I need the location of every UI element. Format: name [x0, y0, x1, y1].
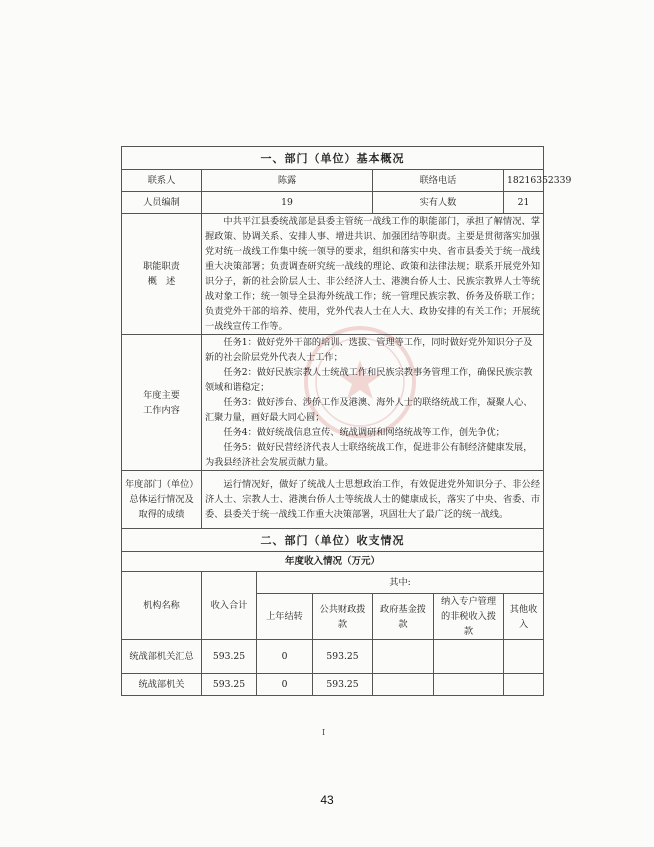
summary-label-line3: 取得的成绩: [138, 509, 185, 520]
row-nontax: [434, 640, 504, 674]
summary-label-line2: 总体运行情况及: [129, 494, 194, 505]
tasks-label-line2: 工作内容: [143, 404, 180, 416]
row-gov-fund: [373, 640, 434, 674]
table-row: [122, 674, 544, 696]
duties-description: 中共平江县委统战部是县委主管统一战线工作的职能部门，承担了解情况、掌握政策、协调关系、安排人事、增进共识、加强团结等职责。主要是贯彻落实加强党对统一战线工作集中统一领导的要求，组织和落实中央、省市县委关于统一战线重大决策部署；负责调查研究统一战线的理论、政策和法律法规；联系开展党外知识分子，新的社会阶层人士、非公经济人士、港澳台侨人士、民族宗教界人士等统战对象工作；统一领导全县海外统战工作；统一管理民族宗教、侨务及侨联工作；负责党外干部的培养、使用，党外代表人士在人大、政协安排的有关工作；开展统一战线宣传工作等。: [202, 214, 544, 335]
department-overview-table: [121, 146, 572, 696]
header-carryover: 上年结转: [257, 594, 313, 640]
task-item: 任务2：做好民族宗教人士统战工作和民族宗教事务管理工作，确保民族宗教领域和谐稳定；: [205, 367, 533, 393]
duties-label-line2: 概 述: [147, 276, 176, 287]
row-public-fiscal: 593.25: [313, 640, 373, 674]
duties-label: [122, 214, 202, 335]
row-gov-fund: [373, 674, 434, 696]
staff-quota-value: 19: [202, 192, 373, 214]
task-item: 任务3：做好涉台、涉侨工作及港澳、海外人士的联络统战工作，凝聚人心、汇聚力量，画好最大同心圆；: [205, 397, 533, 423]
actual-staff-label: 实有人数: [373, 192, 504, 214]
row-org: 统战部机关汇总: [122, 640, 202, 674]
row-carryover: 0: [257, 674, 313, 696]
row-other: [504, 674, 544, 696]
header-nontax: 纳入专户管理的非税收入拨款: [434, 594, 504, 640]
summary-label-line1: 年度部门（单位）: [125, 479, 199, 490]
row-nontax: [434, 674, 504, 696]
contact-value: 陈露: [202, 170, 373, 192]
tasks-content: [202, 335, 544, 471]
header-public-fiscal: 公共财政拨款: [313, 594, 373, 640]
section2-title: 二、部门（单位）收支情况: [122, 529, 544, 552]
section1-title: 一、部门（单位）基本概况: [122, 147, 544, 170]
header-org-name: 机构名称: [122, 572, 202, 640]
phone-label: 联络电话: [373, 170, 504, 192]
actual-staff-value: 21: [504, 192, 544, 214]
row-org: 统战部机关: [122, 674, 202, 696]
row-other: [504, 640, 544, 674]
header-total-income: 收入合计: [202, 572, 257, 640]
tasks-label-line1: 年度主要: [143, 389, 180, 401]
duties-label-line1: 职能职责: [143, 261, 180, 272]
page-number: 43: [320, 793, 334, 807]
summary-label: [122, 471, 202, 529]
contact-label: 联系人: [122, 170, 202, 192]
staff-quota-label: 人员编制: [122, 192, 202, 214]
row-total: 593.25: [202, 640, 257, 674]
row-public-fiscal: 593.25: [313, 674, 373, 696]
phone-value: 18216352339: [504, 170, 544, 192]
table-row: [122, 640, 544, 674]
header-other: 其他收入: [504, 594, 544, 640]
tasks-label: [122, 335, 202, 471]
task-item: 任务1：做好党外干部的培训、选拔、管理等工作，同时做好党外知识分子及新的社会阶层党外代表人士工作；: [205, 337, 533, 363]
task-item: 任务5：做好民营经济代表人士联络统战工作，促进非公有制经济健康发展，为我县经济社会发展贡献力量。: [205, 442, 533, 468]
income-table-subtitle: 年度收入情况（万元）: [122, 552, 544, 572]
row-total: 593.25: [202, 674, 257, 696]
header-gov-fund: 政府基金拨款: [373, 594, 434, 640]
summary-text: 运行情况好，做好了统战人士思想政治工作，有效促进党外知识分子、非公经济人士、宗教人士、港澳台侨人士等统战人士的健康成长，落实了中央、省委、市委、县委关于统一战线工作重大决策部署，巩固壮大了最广泛的统一战线。: [202, 471, 544, 529]
roman-page-marker: I: [322, 728, 326, 737]
task-item: 任务4：做好统战信息宣传、统战调研和网络统战等工作，创先争优；: [223, 427, 505, 438]
header-among: 其中:: [257, 572, 544, 594]
row-carryover: 0: [257, 640, 313, 674]
